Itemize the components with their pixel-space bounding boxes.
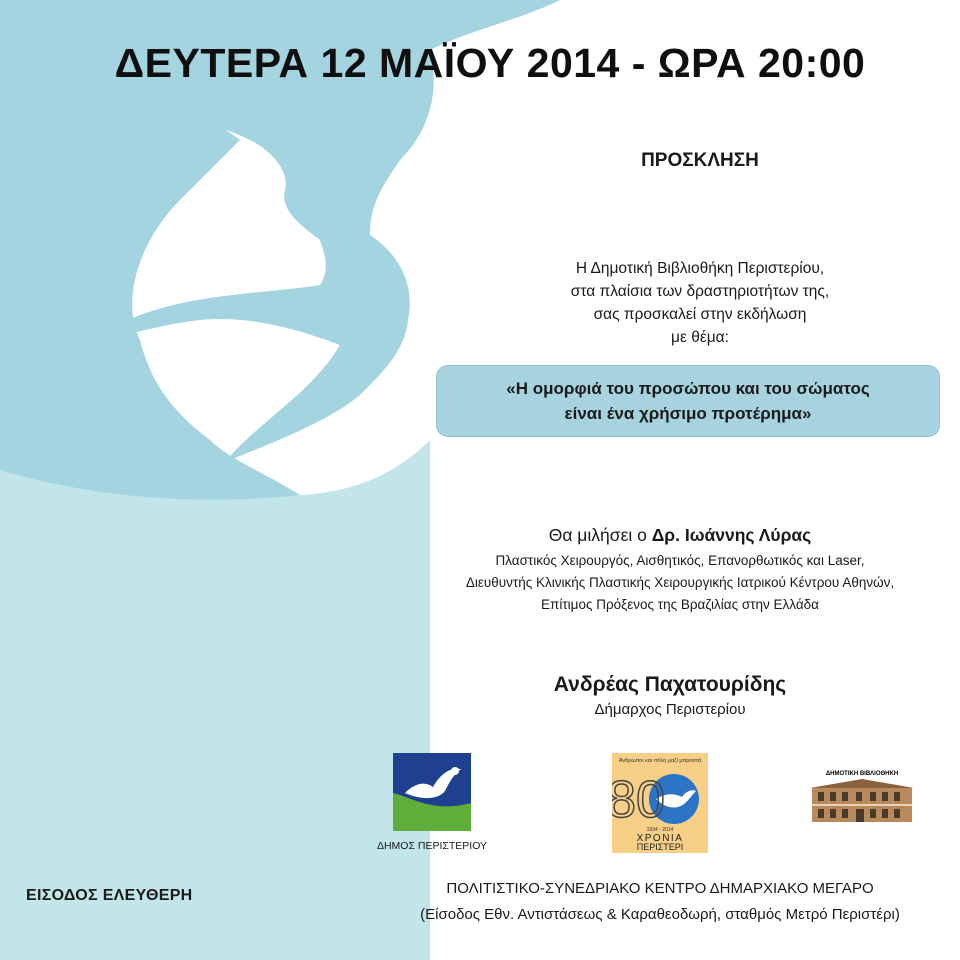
- invitation-title: ΠΡΟΣΚΛΗΣΗ: [641, 150, 759, 171]
- speaker-line: [420, 525, 940, 546]
- intro-line: Η Δημοτική Βιβλιοθήκη Περιστερίου,: [575, 260, 825, 277]
- library-caption: ΔΗΜΟΤΙΚΗ ΒΙΒΛΙΟΘΗΚΗ: [825, 771, 899, 777]
- dress-shape: [0, 430, 430, 960]
- 80-years-graphic: [612, 753, 708, 853]
- event-date-heading: ΔΕΥΤΕΡΑ 12 ΜΑΪΟΥ 2014 - ΩΡΑ 20:00: [114, 40, 866, 86]
- anniversary-tagline: Άνθρωποι και πόλη μαζί μπροστά: [618, 758, 702, 764]
- intro-text: [480, 257, 920, 349]
- speaker-credential: Διευθυντής Κλινικής Πλαστικής Χειρουργικής Ιατρικού Κέντρου Αθηνών,: [465, 575, 895, 590]
- speaker-credential: Επίτιμος Πρόξενος της Βραζιλίας στην Ελλάδα: [541, 597, 819, 612]
- speaker-block: [420, 525, 940, 616]
- theme-box: [436, 365, 940, 437]
- theme-line: είναι ένα χρήσιμο προτέρημα»: [564, 404, 812, 423]
- venue-name: ΠΟΛΙΤΙΣΤΙΚΟ-ΣΥΝΕΔΡΙΑΚΟ ΚΕΝΤΡΟ ΔΗΜΑΡΧΙΑΚΟ ΜΕΓΑΡΟ: [446, 880, 874, 897]
- intro-line: σας προσκαλεί στην εκδήλωση: [593, 306, 807, 323]
- anniversary-number: 80: [612, 771, 665, 829]
- mayor-name: Ανδρέας Παχατουρίδης: [553, 673, 787, 696]
- intro-line: στα πλαίσια των δραστηριοτήτων της,: [570, 283, 830, 300]
- anniversary-word: ΧΡΟΝΙΑ: [636, 833, 684, 844]
- venue-block: [380, 876, 940, 928]
- library-logo: [806, 768, 918, 828]
- mayor-block: [470, 673, 870, 718]
- venue-address: (Είσοδος Εθν. Αντιστάσεως & Καραθεοδωρή, σταθμός Μετρό Περιστέρι): [420, 906, 900, 923]
- free-entrance-notice: ΕΙΣΟΔΟΣ ΕΛΕΥΘΕΡΗ: [26, 887, 193, 904]
- anniversary-years: 1934 - 2014: [646, 827, 674, 833]
- dimos-caption: ΔΗΜΟΣ ΠΕΡΙΣΤΕΡΙΟΥ: [376, 840, 488, 852]
- mayor-title: Δήμαρχος Περιστερίου: [594, 701, 746, 718]
- dimos-peristeriou-logo: [393, 753, 471, 831]
- theme-line: «Η ομορφιά του προσώπου και του σώματος: [506, 379, 870, 398]
- speaker-name: Δρ. Ιωάννης Λύρας: [651, 525, 812, 545]
- 80-years-logo: [612, 753, 708, 853]
- intro-line: με θέμα:: [671, 329, 729, 346]
- speaker-intro: Θα μιλήσει ο: [548, 525, 652, 545]
- speaker-credential: Πλαστικός Χειρουργός, Αισθητικός, Επανορθωτικός και Laser,: [495, 553, 865, 568]
- anniversary-city: ΠΕΡΙΣΤΕΡΙ: [636, 842, 684, 852]
